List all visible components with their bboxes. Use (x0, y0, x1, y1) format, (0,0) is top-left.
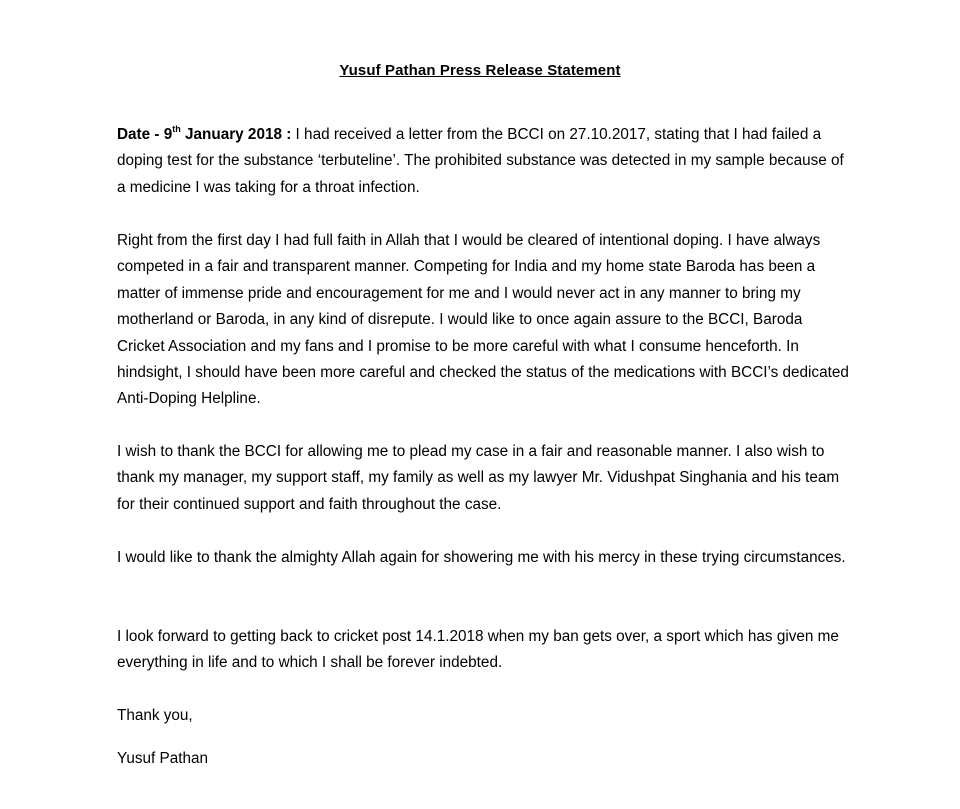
signature: Yusuf Pathan (117, 750, 209, 767)
paragraph-3: I wish to thank the BCCI for allowing me to plead my case in a fair and reasonable manner. I also wish to thank my manager, my support staff, my family as well as my lawyer Mr. Vidushpat Singhania and his team for their continued support and faith throughout the case. (117, 443, 840, 513)
date-suffix: January 2018 : (180, 126, 292, 143)
paragraph-4: I would like to thank the almighty Allah again for showering me with his mercy in these trying circumstances. (117, 549, 846, 566)
date-prefix: Date - 9 (117, 126, 173, 143)
date-ordinal-suffix: th (172, 123, 181, 134)
document-title: Yusuf Pathan Press Release Statement (339, 62, 621, 79)
paragraph-2: Right from the first day I had full faith in Allah that I would be cleared of intentional doping. I have always competed in a fair and transparent manner. Competing for India and my home state Baroda has been a matter of immense pride and encouragement for me and I would never act in any manner to bring my motherland or Baroda, in any kind of disrepute. I would like to once again assure to the BCCI, Baroda Cricket Association and my fans and I promise to be more careful with what I consume henceforth. In hindsight, I should have been more careful and checked the status of the medications with BCCI’s dedicated Anti-Doping Helpline. (117, 232, 849, 408)
paragraph-date-intro (117, 122, 852, 201)
date-label (117, 123, 292, 143)
paragraph-5: I look forward to getting back to cricket post 14.1.2018 when my ban gets over, a sport which has given me everything in life and to which I shall be forever indebted. (117, 628, 839, 672)
closing-line: Thank you, (117, 707, 193, 724)
paragraph-1-body: I had received a letter from the BCCI on 27.10.2017, stating that I had failed a doping test for the substance ‘terbuteline’. The prohibited substance was detected in my sample because of a medicine I was taking for a throat infection. (117, 126, 844, 196)
